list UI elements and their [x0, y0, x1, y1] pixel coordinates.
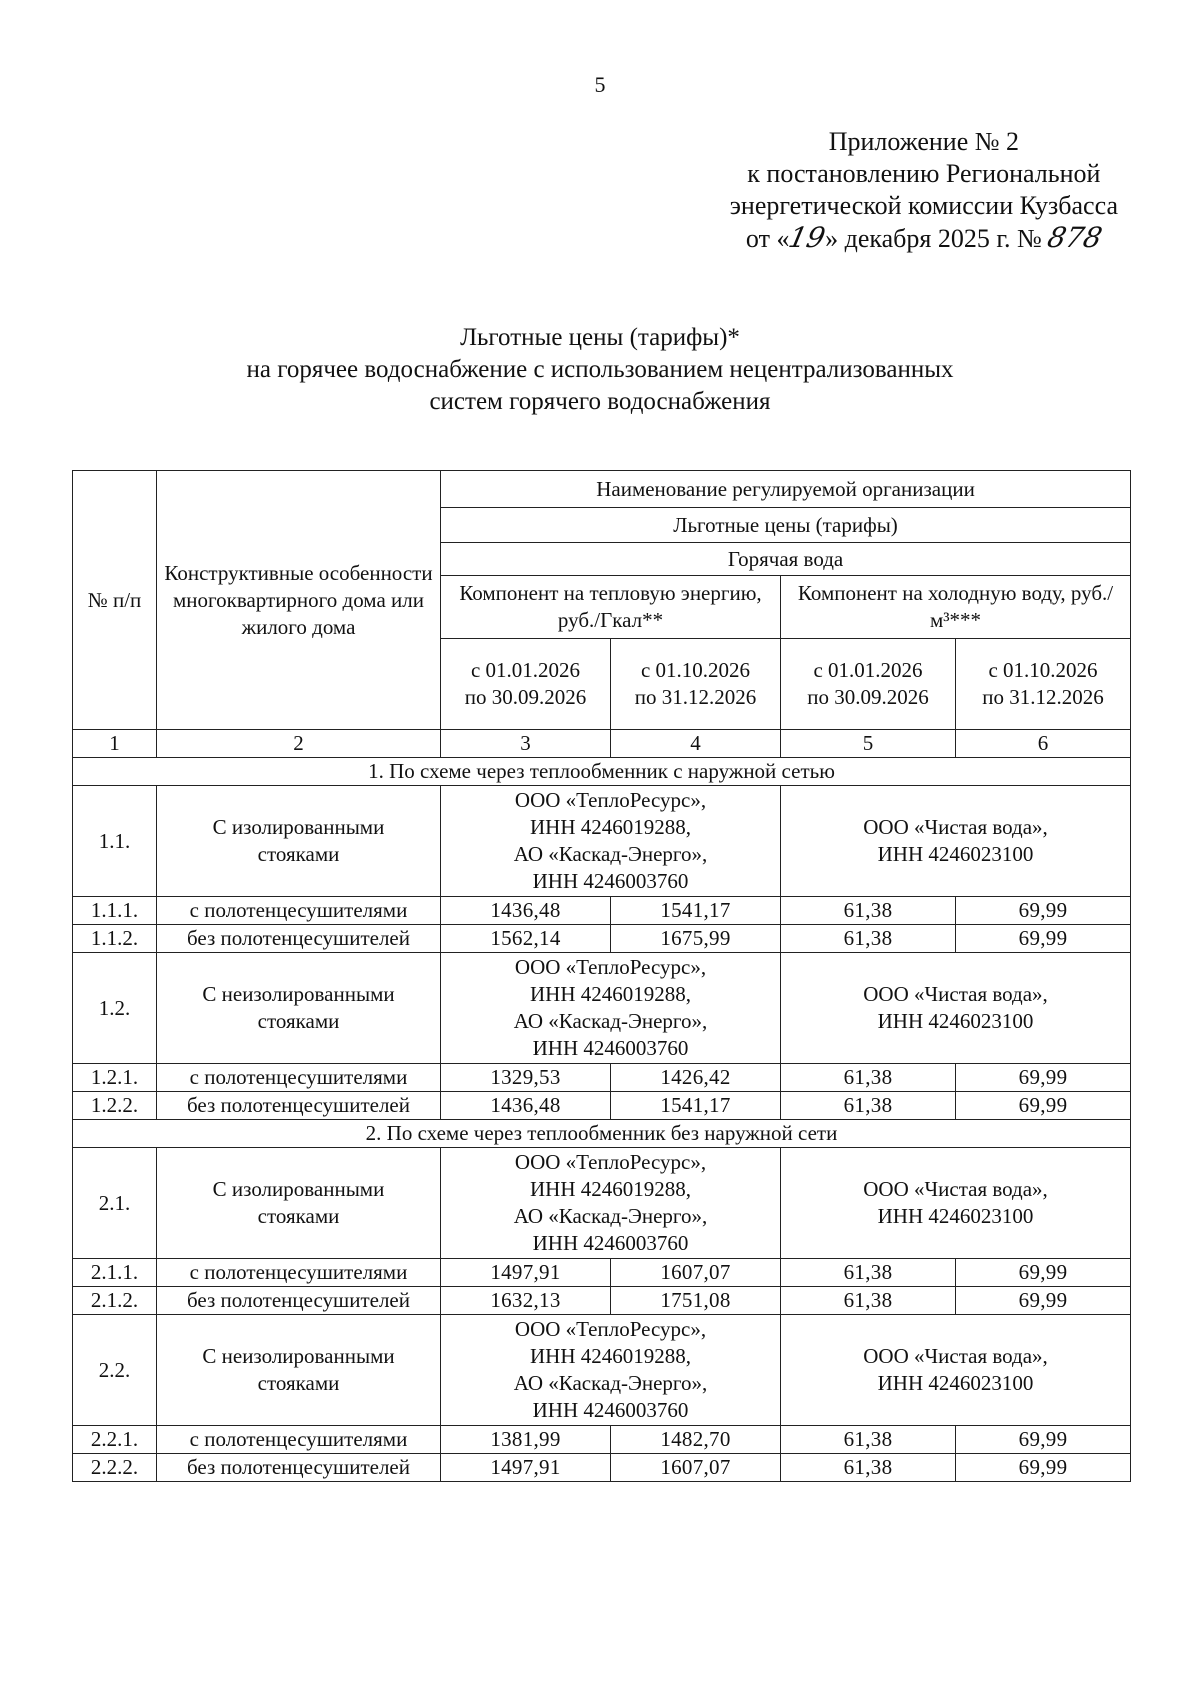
cold-price-period-2: 69,99	[956, 1426, 1131, 1454]
cold-water-organization	[781, 786, 1131, 897]
organization-line: ИНН 4246019288,	[530, 815, 691, 839]
group-label	[157, 786, 441, 897]
group-label-line: стояками	[257, 842, 340, 866]
organization-line: АО «Каскад-Энерго»,	[513, 1009, 708, 1033]
thermal-price-period-2: 1675,99	[611, 925, 781, 953]
cold-price-period-1: 61,38	[781, 1092, 956, 1120]
thermal-price-period-2: 1541,17	[611, 1092, 781, 1120]
handwritten-day: 19	[786, 221, 829, 254]
period-to: по 30.09.2026	[807, 685, 929, 709]
table-row	[73, 1259, 1131, 1287]
period-to: по 31.12.2026	[982, 685, 1104, 709]
group-row	[73, 1148, 1131, 1259]
group-number: 2.2.	[73, 1315, 157, 1426]
appendix-date-line	[730, 222, 1118, 255]
organization-line: АО «Каскад-Энерго»,	[513, 842, 708, 866]
appendix-header	[730, 126, 1118, 255]
thermal-price-period-1: 1562,14	[441, 925, 611, 953]
organization-line: ООО «ТеплоРесурс»,	[514, 955, 707, 979]
table-row	[73, 1454, 1131, 1482]
group-row	[73, 1315, 1131, 1426]
organization-line: ИНН 4246023100	[877, 1371, 1034, 1395]
title-line-1: Льготные цены (тарифы)*	[460, 324, 740, 351]
table-row	[73, 1092, 1131, 1120]
organization-line: ООО «ТеплоРесурс»,	[514, 1150, 707, 1174]
header-hot-water: Горячая вода	[441, 543, 1131, 576]
row-label: без полотенцесушителей	[157, 1092, 441, 1120]
page-number: 5	[594, 72, 606, 97]
cold-water-organization	[781, 1148, 1131, 1259]
column-number: 4	[611, 730, 781, 758]
row-label: без полотенцесушителей	[157, 925, 441, 953]
thermal-price-period-2: 1751,08	[611, 1287, 781, 1315]
organization-line: ИНН 4246019288,	[530, 1344, 691, 1368]
table-row	[73, 1426, 1131, 1454]
organization-line: ООО «ТеплоРесурс»,	[514, 788, 707, 812]
cold-price-period-2: 69,99	[956, 925, 1131, 953]
group-label	[157, 1315, 441, 1426]
cold-price-period-2: 69,99	[956, 897, 1131, 925]
thermal-organization	[441, 953, 781, 1064]
table-row	[73, 925, 1131, 953]
row-number: 2.1.1.	[73, 1259, 157, 1287]
group-number: 1.1.	[73, 786, 157, 897]
organization-line: ООО «Чистая вода»,	[863, 815, 1048, 839]
period-from: с 01.01.2026	[470, 658, 581, 682]
cold-price-period-2: 69,99	[956, 1259, 1131, 1287]
cold-price-period-1: 61,38	[781, 1287, 956, 1315]
thermal-price-period-1: 1329,53	[441, 1064, 611, 1092]
organization-line: ООО «Чистая вода»,	[863, 982, 1048, 1006]
column-number: 3	[441, 730, 611, 758]
section-title: 1. По схеме через теплообменник с наружной сетью	[73, 758, 1131, 786]
group-label	[157, 953, 441, 1064]
cold-price-period-2: 69,99	[956, 1287, 1131, 1315]
organization-line: ИНН 4246003760	[532, 1036, 689, 1060]
section-title: 2. По схеме через теплообменник без наружной сети	[73, 1120, 1131, 1148]
organization-line: ИНН 4246003760	[532, 1231, 689, 1255]
cold-price-period-1: 61,38	[781, 1426, 956, 1454]
row-number: 1.2.2.	[73, 1092, 157, 1120]
row-number: 1.2.1.	[73, 1064, 157, 1092]
period-from: с 01.10.2026	[988, 658, 1098, 682]
column-number: 2	[157, 730, 441, 758]
thermal-organization	[441, 786, 781, 897]
row-number: 2.2.2.	[73, 1454, 157, 1482]
thermal-price-period-2: 1541,17	[611, 897, 781, 925]
group-number: 1.2.	[73, 953, 157, 1064]
period-to: по 30.09.2026	[464, 685, 587, 709]
section-row	[73, 758, 1131, 786]
handwritten-number: 878	[1044, 221, 1106, 254]
period-from: с 01.01.2026	[813, 658, 923, 682]
document-title	[0, 322, 1200, 418]
cold-price-period-1: 61,38	[781, 925, 956, 953]
row-number: 2.1.2.	[73, 1287, 157, 1315]
row-label: с полотенцесушителями	[157, 1064, 441, 1092]
title-line-2: на горячее водоснабжение с использованием нецентрализованных	[246, 356, 954, 383]
group-label-line: С неизолированными	[202, 982, 395, 1006]
row-label: с полотенцесушителями	[157, 897, 441, 925]
organization-line: ООО «ТеплоРесурс»,	[514, 1317, 707, 1341]
cold-price-period-1: 61,38	[781, 1259, 956, 1287]
row-label: с полотенцесушителями	[157, 1426, 441, 1454]
group-label-line: С неизолированными	[202, 1344, 395, 1368]
thermal-price-period-1: 1436,48	[441, 897, 611, 925]
organization-line: ИНН 4246023100	[877, 1204, 1034, 1228]
title-line-3: систем горячего водоснабжения	[429, 388, 771, 415]
header-org: Наименование регулируемой организации	[441, 471, 1131, 508]
group-row	[73, 786, 1131, 897]
thermal-organization	[441, 1315, 781, 1426]
row-number: 2.2.1.	[73, 1426, 157, 1454]
organization-line: ИНН 4246003760	[532, 869, 689, 893]
appendix-line-3: энергетической комиссии Кузбасса	[729, 191, 1118, 220]
thermal-price-period-1: 1632,13	[441, 1287, 611, 1315]
thermal-price-period-2: 1607,07	[611, 1259, 781, 1287]
group-label-line: С изолированными	[212, 1177, 385, 1201]
column-number: 6	[956, 730, 1131, 758]
organization-line: ИНН 4246003760	[532, 1398, 689, 1422]
cold-price-period-2: 69,99	[956, 1454, 1131, 1482]
column-number: 5	[781, 730, 956, 758]
cold-water-organization	[781, 953, 1131, 1064]
organization-line: ООО «Чистая вода»,	[863, 1344, 1048, 1368]
header-features: Конструктивные особенности многоквартирного дома или жилого дома	[157, 471, 441, 730]
group-label-line: С изолированными	[212, 815, 385, 839]
thermal-organization	[441, 1148, 781, 1259]
cold-price-period-1: 61,38	[781, 897, 956, 925]
row-number: 1.1.1.	[73, 897, 157, 925]
appendix-line-2: к постановлению Региональной	[747, 159, 1101, 188]
header-period	[441, 639, 611, 730]
thermal-price-period-1: 1497,91	[441, 1259, 611, 1287]
organization-line: ООО «Чистая вода»,	[863, 1177, 1048, 1201]
header-cold: Компонент на холодную воду, руб./м³***	[781, 576, 1131, 639]
date-prefix: от «	[745, 224, 790, 253]
appendix-line-1: Приложение № 2	[828, 127, 1020, 156]
row-number: 1.1.2.	[73, 925, 157, 953]
thermal-price-period-1: 1497,91	[441, 1454, 611, 1482]
organization-line: АО «Каскад-Энерго»,	[513, 1371, 708, 1395]
row-label: без полотенцесушителей	[157, 1454, 441, 1482]
tariff-table	[72, 470, 1131, 1482]
column-number: 1	[73, 730, 157, 758]
thermal-price-period-2: 1426,42	[611, 1064, 781, 1092]
header-num: № п/п	[73, 471, 157, 730]
section-row	[73, 1120, 1131, 1148]
thermal-price-period-2: 1482,70	[611, 1426, 781, 1454]
table-row	[73, 1287, 1131, 1315]
group-label-line: стояками	[257, 1009, 340, 1033]
header-thermal: Компонент на тепловую энергию, руб./Гкал**	[441, 576, 781, 639]
cold-price-period-1: 61,38	[781, 1454, 956, 1482]
table-row	[73, 897, 1131, 925]
group-row	[73, 953, 1131, 1064]
table-row	[73, 1064, 1131, 1092]
group-label-line: стояками	[257, 1371, 340, 1395]
organization-line: ИНН 4246023100	[877, 842, 1034, 866]
thermal-price-period-1: 1381,99	[441, 1426, 611, 1454]
organization-line: АО «Каскад-Энерго»,	[513, 1204, 708, 1228]
column-numbers-row	[73, 730, 1131, 758]
header-tariffs: Льготные цены (тарифы)	[441, 508, 1131, 543]
thermal-price-period-2: 1607,07	[611, 1454, 781, 1482]
period-from: с 01.10.2026	[640, 658, 751, 682]
organization-line: ИНН 4246019288,	[530, 1177, 691, 1201]
cold-price-period-1: 61,38	[781, 1064, 956, 1092]
group-number: 2.1.	[73, 1148, 157, 1259]
group-label	[157, 1148, 441, 1259]
organization-line: ИНН 4246023100	[877, 1009, 1034, 1033]
row-label: с полотенцесушителями	[157, 1259, 441, 1287]
cold-price-period-2: 69,99	[956, 1064, 1131, 1092]
organization-line: ИНН 4246019288,	[530, 982, 691, 1006]
row-label: без полотенцесушителей	[157, 1287, 441, 1315]
header-period	[781, 639, 956, 730]
thermal-price-period-1: 1436,48	[441, 1092, 611, 1120]
header-period	[611, 639, 781, 730]
cold-water-organization	[781, 1315, 1131, 1426]
period-to: по 31.12.2026	[634, 685, 757, 709]
cold-price-period-2: 69,99	[956, 1092, 1131, 1120]
group-label-line: стояками	[257, 1204, 340, 1228]
date-middle: » декабря 2025 г. №	[825, 224, 1049, 253]
header-period	[956, 639, 1131, 730]
